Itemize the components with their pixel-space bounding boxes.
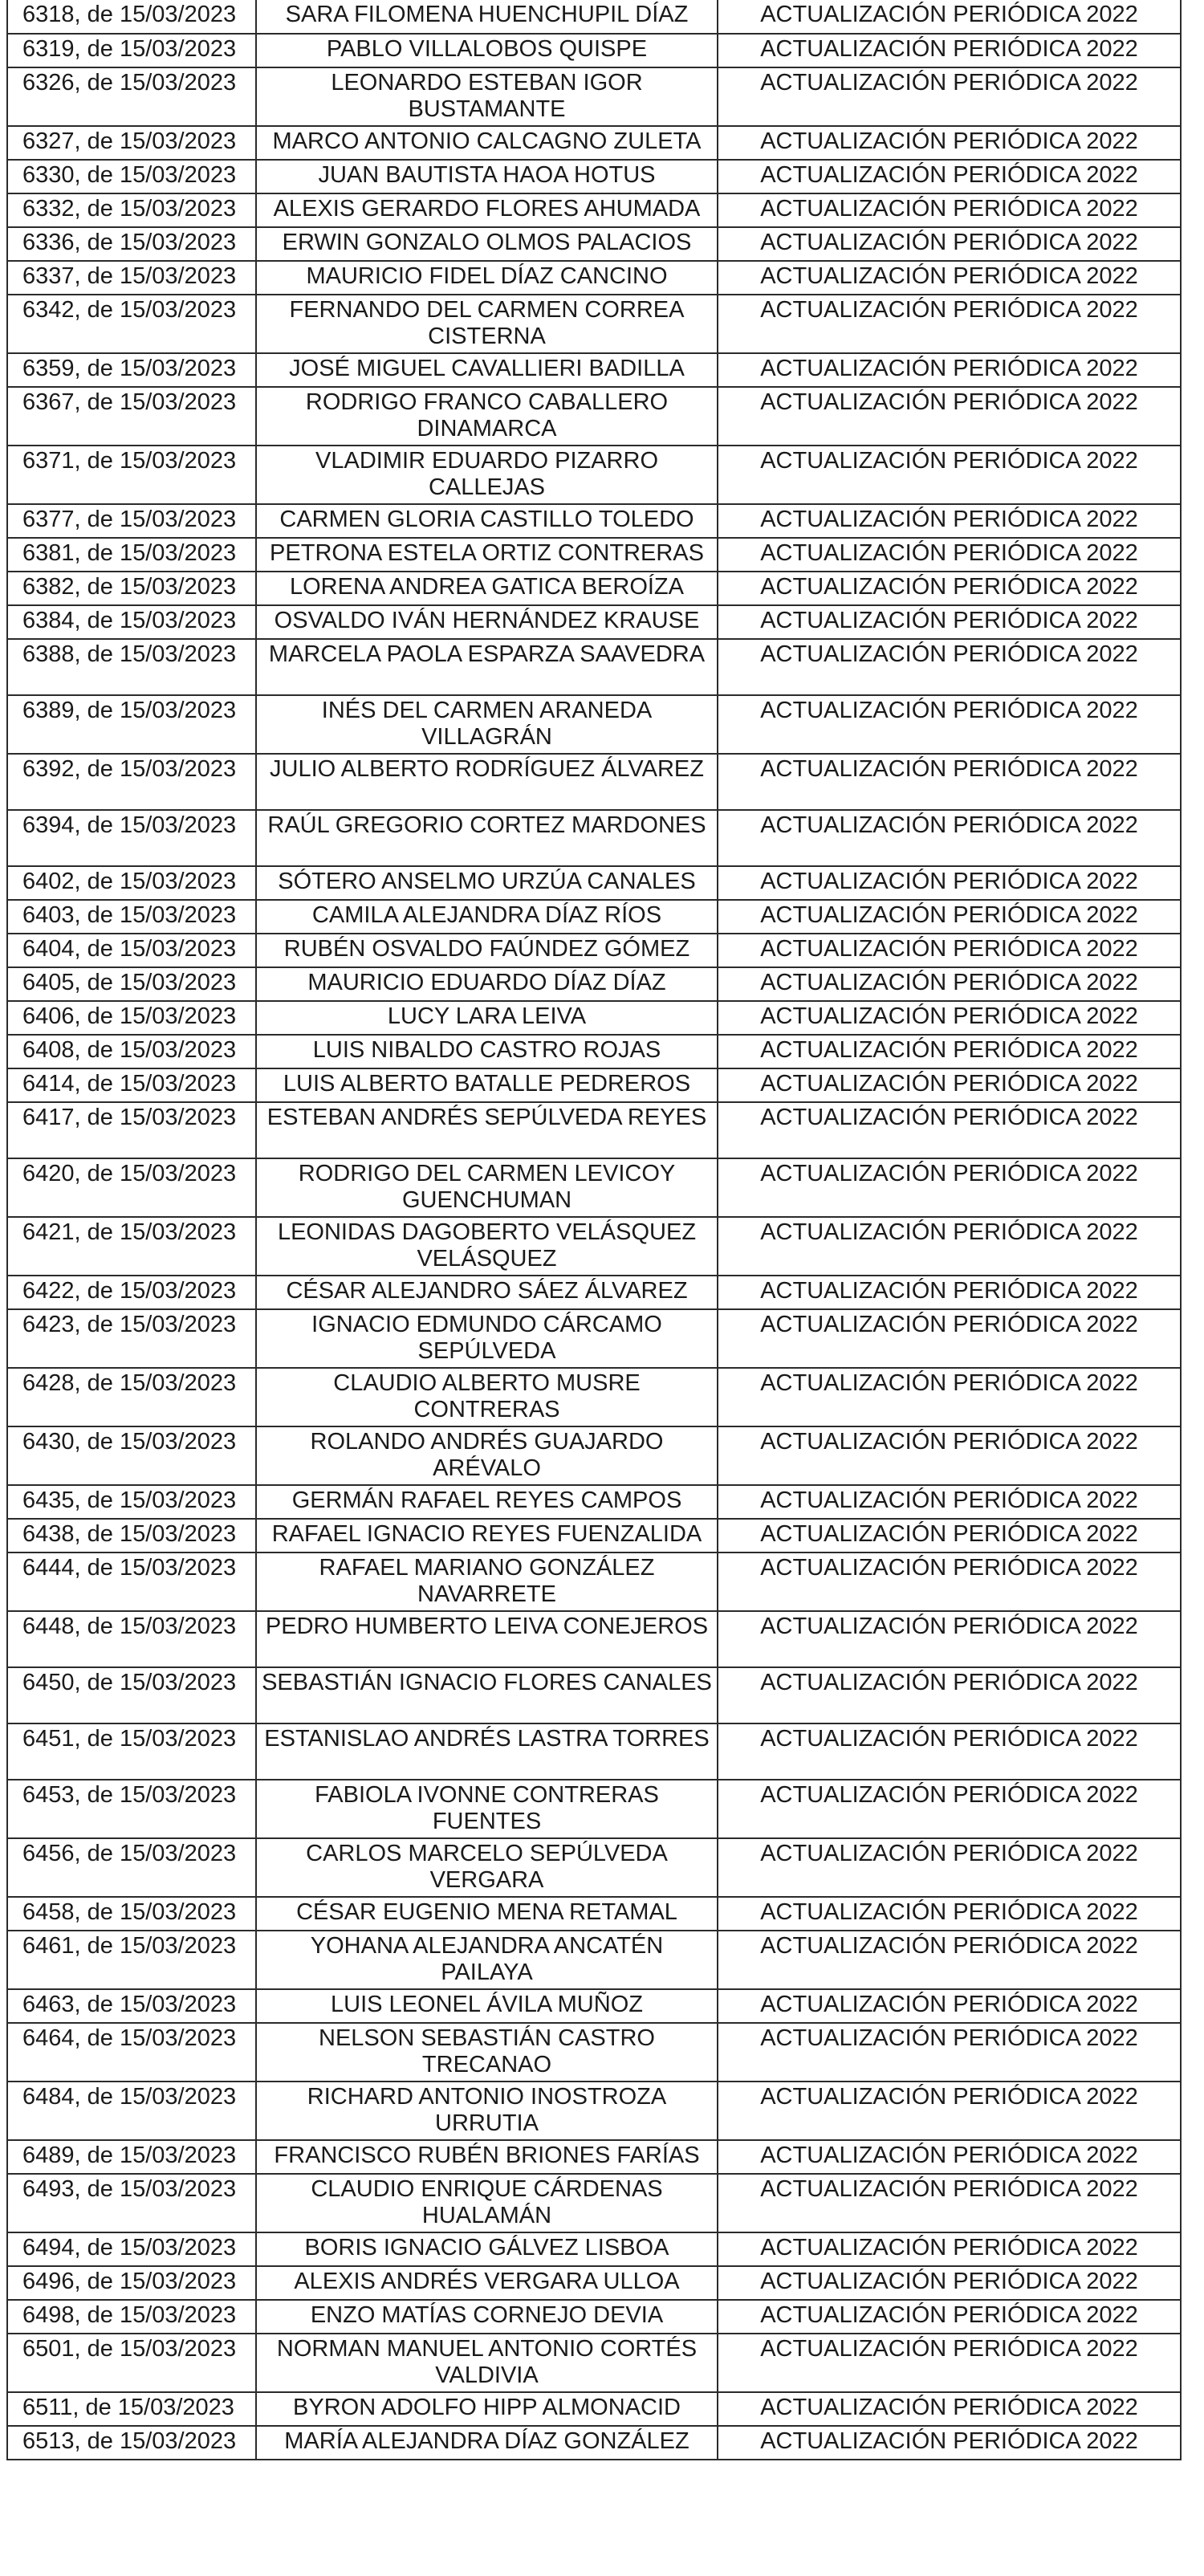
- person-name-cell: CLAUDIO ENRIQUE CÁRDENAS HUALAMÁN: [256, 2174, 718, 2232]
- resolution-type-cell: ACTUALIZACIÓN PERIÓDICA 2022: [718, 2300, 1181, 2334]
- person-name-cell: INÉS DEL CARMEN ARANEDA VILLAGRÁN: [256, 695, 718, 754]
- resolution-type-cell: ACTUALIZACIÓN PERIÓDICA 2022: [718, 0, 1181, 34]
- resolution-type-cell: ACTUALIZACIÓN PERIÓDICA 2022: [718, 2232, 1181, 2266]
- resolution-type-cell: ACTUALIZACIÓN PERIÓDICA 2022: [718, 695, 1181, 754]
- table-row: [7, 387, 1181, 446]
- table-row: [7, 34, 1181, 67]
- resolution-number-cell: 6381, de 15/03/2023: [7, 538, 256, 572]
- table-row: [7, 2334, 1181, 2392]
- resolution-number-cell: 6453, de 15/03/2023: [7, 1780, 256, 1838]
- resolution-number-cell: 6428, de 15/03/2023: [7, 1368, 256, 1426]
- resolution-type-cell: ACTUALIZACIÓN PERIÓDICA 2022: [718, 446, 1181, 504]
- table-row: [7, 810, 1181, 866]
- table-row: [7, 2426, 1181, 2460]
- table-row: [7, 1723, 1181, 1780]
- person-name-cell: BYRON ADOLFO HIPP ALMONACID: [256, 2392, 718, 2426]
- resolution-type-cell: ACTUALIZACIÓN PERIÓDICA 2022: [718, 2426, 1181, 2460]
- person-name-cell: ROLANDO ANDRÉS GUAJARDO ARÉVALO: [256, 1426, 718, 1485]
- resolution-number-cell: 6342, de 15/03/2023: [7, 295, 256, 353]
- resolution-type-cell: ACTUALIZACIÓN PERIÓDICA 2022: [718, 34, 1181, 67]
- person-name-cell: RAFAEL IGNACIO REYES FUENZALIDA: [256, 1519, 718, 1553]
- resolution-number-cell: 6494, de 15/03/2023: [7, 2232, 256, 2266]
- person-name-cell: ESTANISLAO ANDRÉS LASTRA TORRES: [256, 1723, 718, 1780]
- resolution-number-cell: 6511, de 15/03/2023: [7, 2392, 256, 2426]
- resolution-type-cell: ACTUALIZACIÓN PERIÓDICA 2022: [718, 1102, 1181, 1158]
- person-name-cell: MAURICIO EDUARDO DÍAZ DÍAZ: [256, 967, 718, 1001]
- table-row: [7, 2140, 1181, 2174]
- person-name-cell: FRANCISCO RUBÉN BRIONES FARÍAS: [256, 2140, 718, 2174]
- person-name-cell: MARCELA PAOLA ESPARZA SAAVEDRA: [256, 639, 718, 695]
- person-name-cell: MARÍA ALEJANDRA DÍAZ GONZÁLEZ: [256, 2426, 718, 2460]
- person-name-cell: NELSON SEBASTIÁN CASTRO TRECANAO: [256, 2023, 718, 2082]
- resolution-number-cell: 6463, de 15/03/2023: [7, 1989, 256, 2023]
- person-name-cell: LORENA ANDREA GATICA BEROÍZA: [256, 572, 718, 605]
- resolution-type-cell: ACTUALIZACIÓN PERIÓDICA 2022: [718, 639, 1181, 695]
- resolution-number-cell: 6451, de 15/03/2023: [7, 1723, 256, 1780]
- resolution-type-cell: ACTUALIZACIÓN PERIÓDICA 2022: [718, 1276, 1181, 1309]
- resolution-type-cell: ACTUALIZACIÓN PERIÓDICA 2022: [718, 1158, 1181, 1217]
- person-name-cell: PABLO VILLALOBOS QUISPE: [256, 34, 718, 67]
- resolution-number-cell: 6371, de 15/03/2023: [7, 446, 256, 504]
- resolution-type-cell: ACTUALIZACIÓN PERIÓDICA 2022: [718, 1426, 1181, 1485]
- resolution-number-cell: 6405, de 15/03/2023: [7, 967, 256, 1001]
- table-row: [7, 504, 1181, 538]
- person-name-cell: NORMAN MANUEL ANTONIO CORTÉS VALDIVIA: [256, 2334, 718, 2392]
- resolution-number-cell: 6326, de 15/03/2023: [7, 67, 256, 126]
- resolution-number-cell: 6382, de 15/03/2023: [7, 572, 256, 605]
- resolution-type-cell: ACTUALIZACIÓN PERIÓDICA 2022: [718, 2334, 1181, 2392]
- resolution-type-cell: ACTUALIZACIÓN PERIÓDICA 2022: [718, 160, 1181, 193]
- person-name-cell: CÉSAR EUGENIO MENA RETAMAL: [256, 1897, 718, 1931]
- person-name-cell: CÉSAR ALEJANDRO SÁEZ ÁLVAREZ: [256, 1276, 718, 1309]
- person-name-cell: ESTEBAN ANDRÉS SEPÚLVEDA REYES: [256, 1102, 718, 1158]
- resolution-number-cell: 6337, de 15/03/2023: [7, 261, 256, 295]
- resolution-number-cell: 6421, de 15/03/2023: [7, 1217, 256, 1276]
- table-row: [7, 1068, 1181, 1102]
- table-row: [7, 639, 1181, 695]
- person-name-cell: LUIS ALBERTO BATALLE PEDREROS: [256, 1068, 718, 1102]
- table-row: [7, 1001, 1181, 1035]
- resolution-type-cell: ACTUALIZACIÓN PERIÓDICA 2022: [718, 2266, 1181, 2300]
- person-name-cell: MARCO ANTONIO CALCAGNO ZULETA: [256, 126, 718, 160]
- resolution-type-cell: ACTUALIZACIÓN PERIÓDICA 2022: [718, 261, 1181, 295]
- person-name-cell: SARA FILOMENA HUENCHUPIL DÍAZ: [256, 0, 718, 34]
- person-name-cell: BORIS IGNACIO GÁLVEZ LISBOA: [256, 2232, 718, 2266]
- person-name-cell: RAFAEL MARIANO GONZÁLEZ NAVARRETE: [256, 1553, 718, 1611]
- resolution-type-cell: ACTUALIZACIÓN PERIÓDICA 2022: [718, 1217, 1181, 1276]
- person-name-cell: FERNANDO DEL CARMEN CORREA CISTERNA: [256, 295, 718, 353]
- table-row: [7, 900, 1181, 934]
- person-name-cell: RODRIGO DEL CARMEN LEVICOY GUENCHUMAN: [256, 1158, 718, 1217]
- person-name-cell: RICHARD ANTONIO INOSTROZA URRUTIA: [256, 2082, 718, 2140]
- person-name-cell: CARLOS MARCELO SEPÚLVEDA VERGARA: [256, 1838, 718, 1897]
- resolution-type-cell: ACTUALIZACIÓN PERIÓDICA 2022: [718, 1068, 1181, 1102]
- resolution-type-cell: ACTUALIZACIÓN PERIÓDICA 2022: [718, 572, 1181, 605]
- resolution-type-cell: ACTUALIZACIÓN PERIÓDICA 2022: [718, 353, 1181, 387]
- table-row: [7, 1035, 1181, 1068]
- resolution-number-cell: 6448, de 15/03/2023: [7, 1611, 256, 1667]
- resolution-number-cell: 6336, de 15/03/2023: [7, 227, 256, 261]
- table-row: [7, 1780, 1181, 1838]
- table-row: [7, 126, 1181, 160]
- resolution-number-cell: 6423, de 15/03/2023: [7, 1309, 256, 1368]
- resolution-number-cell: 6389, de 15/03/2023: [7, 695, 256, 754]
- person-name-cell: PETRONA ESTELA ORTIZ CONTRERAS: [256, 538, 718, 572]
- resolution-type-cell: ACTUALIZACIÓN PERIÓDICA 2022: [718, 934, 1181, 967]
- resolution-type-cell: ACTUALIZACIÓN PERIÓDICA 2022: [718, 1485, 1181, 1519]
- person-name-cell: RODRIGO FRANCO CABALLERO DINAMARCA: [256, 387, 718, 446]
- resolution-number-cell: 6318, de 15/03/2023: [7, 0, 256, 34]
- resolution-type-cell: ACTUALIZACIÓN PERIÓDICA 2022: [718, 2392, 1181, 2426]
- table-row: [7, 2023, 1181, 2082]
- resolution-number-cell: 6384, de 15/03/2023: [7, 605, 256, 639]
- resolution-number-cell: 6513, de 15/03/2023: [7, 2426, 256, 2460]
- resolution-number-cell: 6493, de 15/03/2023: [7, 2174, 256, 2232]
- table-row: [7, 2266, 1181, 2300]
- table-row: [7, 1426, 1181, 1485]
- person-name-cell: SEBASTIÁN IGNACIO FLORES CANALES: [256, 1667, 718, 1723]
- table-row: [7, 2174, 1181, 2232]
- resolution-number-cell: 6498, de 15/03/2023: [7, 2300, 256, 2334]
- resolution-type-cell: ACTUALIZACIÓN PERIÓDICA 2022: [718, 1931, 1181, 1989]
- resolution-type-cell: ACTUALIZACIÓN PERIÓDICA 2022: [718, 810, 1181, 866]
- resolution-number-cell: 6464, de 15/03/2023: [7, 2023, 256, 2082]
- resolution-number-cell: 6456, de 15/03/2023: [7, 1838, 256, 1897]
- table-row: [7, 1276, 1181, 1309]
- resolution-type-cell: ACTUALIZACIÓN PERIÓDICA 2022: [718, 1838, 1181, 1897]
- table-row: [7, 2082, 1181, 2140]
- table-row: [7, 934, 1181, 967]
- resolution-number-cell: 6319, de 15/03/2023: [7, 34, 256, 67]
- person-name-cell: RAÚL GREGORIO CORTEZ MARDONES: [256, 810, 718, 866]
- person-name-cell: JULIO ALBERTO RODRÍGUEZ ÁLVAREZ: [256, 754, 718, 810]
- person-name-cell: CLAUDIO ALBERTO MUSRE CONTRERAS: [256, 1368, 718, 1426]
- resolution-type-cell: ACTUALIZACIÓN PERIÓDICA 2022: [718, 1001, 1181, 1035]
- resolution-type-cell: ACTUALIZACIÓN PERIÓDICA 2022: [718, 754, 1181, 810]
- resolution-number-cell: 6496, de 15/03/2023: [7, 2266, 256, 2300]
- resolution-number-cell: 6408, de 15/03/2023: [7, 1035, 256, 1068]
- resolution-type-cell: ACTUALIZACIÓN PERIÓDICA 2022: [718, 1723, 1181, 1780]
- person-name-cell: OSVALDO IVÁN HERNÁNDEZ KRAUSE: [256, 605, 718, 639]
- resolution-number-cell: 6332, de 15/03/2023: [7, 193, 256, 227]
- table-row: [7, 538, 1181, 572]
- person-name-cell: JUAN BAUTISTA HAOA HOTUS: [256, 160, 718, 193]
- person-name-cell: PEDRO HUMBERTO LEIVA CONEJEROS: [256, 1611, 718, 1667]
- table-body: [7, 0, 1181, 2460]
- person-name-cell: CARMEN GLORIA CASTILLO TOLEDO: [256, 504, 718, 538]
- person-name-cell: LEONARDO ESTEBAN IGOR BUSTAMANTE: [256, 67, 718, 126]
- resolution-type-cell: ACTUALIZACIÓN PERIÓDICA 2022: [718, 193, 1181, 227]
- resolution-type-cell: ACTUALIZACIÓN PERIÓDICA 2022: [718, 1897, 1181, 1931]
- resolution-number-cell: 6394, de 15/03/2023: [7, 810, 256, 866]
- resolution-number-cell: 6450, de 15/03/2023: [7, 1667, 256, 1723]
- resolution-type-cell: ACTUALIZACIÓN PERIÓDICA 2022: [718, 387, 1181, 446]
- resolution-type-cell: ACTUALIZACIÓN PERIÓDICA 2022: [718, 1667, 1181, 1723]
- resolution-type-cell: ACTUALIZACIÓN PERIÓDICA 2022: [718, 67, 1181, 126]
- table-row: [7, 261, 1181, 295]
- table-row: [7, 1217, 1181, 1276]
- table-row: [7, 1838, 1181, 1897]
- resolution-number-cell: 6420, de 15/03/2023: [7, 1158, 256, 1217]
- table-row: [7, 2392, 1181, 2426]
- person-name-cell: GERMÁN RAFAEL REYES CAMPOS: [256, 1485, 718, 1519]
- resolution-type-cell: ACTUALIZACIÓN PERIÓDICA 2022: [718, 227, 1181, 261]
- person-name-cell: ALEXIS GERARDO FLORES AHUMADA: [256, 193, 718, 227]
- resolution-type-cell: ACTUALIZACIÓN PERIÓDICA 2022: [718, 2023, 1181, 2082]
- person-name-cell: VLADIMIR EDUARDO PIZARRO CALLEJAS: [256, 446, 718, 504]
- resolution-type-cell: ACTUALIZACIÓN PERIÓDICA 2022: [718, 295, 1181, 353]
- person-name-cell: ERWIN GONZALO OLMOS PALACIOS: [256, 227, 718, 261]
- resolution-number-cell: 6501, de 15/03/2023: [7, 2334, 256, 2392]
- resolution-number-cell: 6438, de 15/03/2023: [7, 1519, 256, 1553]
- resolutions-table: [6, 0, 1182, 2460]
- person-name-cell: JOSÉ MIGUEL CAVALLIERI BADILLA: [256, 353, 718, 387]
- resolution-type-cell: ACTUALIZACIÓN PERIÓDICA 2022: [718, 538, 1181, 572]
- person-name-cell: ENZO MATÍAS CORNEJO DEVIA: [256, 2300, 718, 2334]
- table-row: [7, 2300, 1181, 2334]
- resolution-type-cell: ACTUALIZACIÓN PERIÓDICA 2022: [718, 1611, 1181, 1667]
- table-row: [7, 1897, 1181, 1931]
- table-row: [7, 0, 1181, 34]
- resolution-number-cell: 6422, de 15/03/2023: [7, 1276, 256, 1309]
- resolution-type-cell: ACTUALIZACIÓN PERIÓDICA 2022: [718, 1368, 1181, 1426]
- person-name-cell: FABIOLA IVONNE CONTRERAS FUENTES: [256, 1780, 718, 1838]
- person-name-cell: LUCY LARA LEIVA: [256, 1001, 718, 1035]
- person-name-cell: MAURICIO FIDEL DÍAZ CANCINO: [256, 261, 718, 295]
- person-name-cell: ALEXIS ANDRÉS VERGARA ULLOA: [256, 2266, 718, 2300]
- person-name-cell: SÓTERO ANSELMO URZÚA CANALES: [256, 866, 718, 900]
- resolution-type-cell: ACTUALIZACIÓN PERIÓDICA 2022: [718, 2174, 1181, 2232]
- person-name-cell: LEONIDAS DAGOBERTO VELÁSQUEZ VELÁSQUEZ: [256, 1217, 718, 1276]
- table-row: [7, 1931, 1181, 1989]
- resolution-type-cell: ACTUALIZACIÓN PERIÓDICA 2022: [718, 1989, 1181, 2023]
- table-row: [7, 1553, 1181, 1611]
- person-name-cell: IGNACIO EDMUNDO CÁRCAMO SEPÚLVEDA: [256, 1309, 718, 1368]
- resolution-number-cell: 6392, de 15/03/2023: [7, 754, 256, 810]
- resolution-number-cell: 6430, de 15/03/2023: [7, 1426, 256, 1485]
- table-row: [7, 605, 1181, 639]
- resolution-number-cell: 6417, de 15/03/2023: [7, 1102, 256, 1158]
- person-name-cell: LUIS LEONEL ÁVILA MUÑOZ: [256, 1989, 718, 2023]
- resolution-number-cell: 6403, de 15/03/2023: [7, 900, 256, 934]
- resolution-type-cell: ACTUALIZACIÓN PERIÓDICA 2022: [718, 2082, 1181, 2140]
- table-row: [7, 1667, 1181, 1723]
- table-row: [7, 1102, 1181, 1158]
- table-row: [7, 572, 1181, 605]
- resolution-number-cell: 6489, de 15/03/2023: [7, 2140, 256, 2174]
- resolution-type-cell: ACTUALIZACIÓN PERIÓDICA 2022: [718, 126, 1181, 160]
- resolution-number-cell: 6327, de 15/03/2023: [7, 126, 256, 160]
- resolution-type-cell: ACTUALIZACIÓN PERIÓDICA 2022: [718, 866, 1181, 900]
- resolution-number-cell: 6435, de 15/03/2023: [7, 1485, 256, 1519]
- person-name-cell: CAMILA ALEJANDRA DÍAZ RÍOS: [256, 900, 718, 934]
- resolution-type-cell: ACTUALIZACIÓN PERIÓDICA 2022: [718, 1309, 1181, 1368]
- resolution-number-cell: 6402, de 15/03/2023: [7, 866, 256, 900]
- resolution-number-cell: 6330, de 15/03/2023: [7, 160, 256, 193]
- table-row: [7, 160, 1181, 193]
- resolution-type-cell: ACTUALIZACIÓN PERIÓDICA 2022: [718, 504, 1181, 538]
- table-row: [7, 193, 1181, 227]
- resolution-type-cell: ACTUALIZACIÓN PERIÓDICA 2022: [718, 605, 1181, 639]
- table-row: [7, 446, 1181, 504]
- resolution-type-cell: ACTUALIZACIÓN PERIÓDICA 2022: [718, 1519, 1181, 1553]
- table-row: [7, 67, 1181, 126]
- resolution-type-cell: ACTUALIZACIÓN PERIÓDICA 2022: [718, 1035, 1181, 1068]
- table-row: [7, 1989, 1181, 2023]
- resolution-type-cell: ACTUALIZACIÓN PERIÓDICA 2022: [718, 2140, 1181, 2174]
- resolution-type-cell: ACTUALIZACIÓN PERIÓDICA 2022: [718, 967, 1181, 1001]
- table-row: [7, 1611, 1181, 1667]
- resolution-type-cell: ACTUALIZACIÓN PERIÓDICA 2022: [718, 1780, 1181, 1838]
- table-row: [7, 1309, 1181, 1368]
- table-row: [7, 866, 1181, 900]
- resolution-number-cell: 6484, de 15/03/2023: [7, 2082, 256, 2140]
- table-row: [7, 1368, 1181, 1426]
- table-row: [7, 353, 1181, 387]
- resolution-number-cell: 6406, de 15/03/2023: [7, 1001, 256, 1035]
- resolution-number-cell: 6359, de 15/03/2023: [7, 353, 256, 387]
- resolution-number-cell: 6444, de 15/03/2023: [7, 1553, 256, 1611]
- person-name-cell: YOHANA ALEJANDRA ANCATÉN PAILAYA: [256, 1931, 718, 1989]
- resolution-type-cell: ACTUALIZACIÓN PERIÓDICA 2022: [718, 1553, 1181, 1611]
- resolution-number-cell: 6414, de 15/03/2023: [7, 1068, 256, 1102]
- table-row: [7, 295, 1181, 353]
- resolution-number-cell: 6461, de 15/03/2023: [7, 1931, 256, 1989]
- resolution-number-cell: 6388, de 15/03/2023: [7, 639, 256, 695]
- resolution-number-cell: 6458, de 15/03/2023: [7, 1897, 256, 1931]
- table-row: [7, 1519, 1181, 1553]
- person-name-cell: RUBÉN OSVALDO FAÚNDEZ GÓMEZ: [256, 934, 718, 967]
- resolution-type-cell: ACTUALIZACIÓN PERIÓDICA 2022: [718, 900, 1181, 934]
- table-row: [7, 967, 1181, 1001]
- resolution-number-cell: 6404, de 15/03/2023: [7, 934, 256, 967]
- table-row: [7, 2232, 1181, 2266]
- table-row: [7, 227, 1181, 261]
- table-row: [7, 1158, 1181, 1217]
- resolution-number-cell: 6377, de 15/03/2023: [7, 504, 256, 538]
- person-name-cell: LUIS NIBALDO CASTRO ROJAS: [256, 1035, 718, 1068]
- resolution-number-cell: 6367, de 15/03/2023: [7, 387, 256, 446]
- table-row: [7, 695, 1181, 754]
- table-row: [7, 754, 1181, 810]
- table-row: [7, 1485, 1181, 1519]
